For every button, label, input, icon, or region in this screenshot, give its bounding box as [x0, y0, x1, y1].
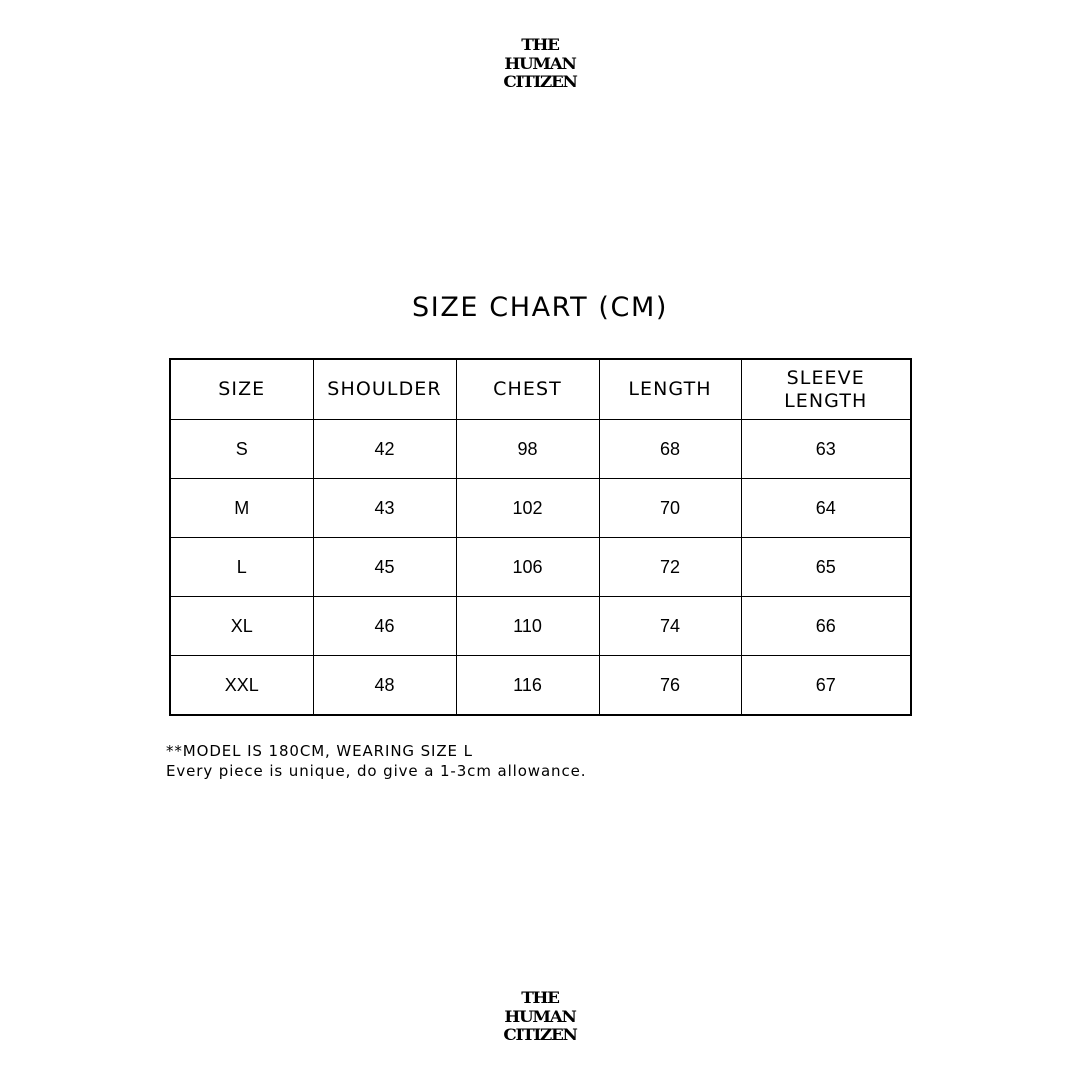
cell-shoulder: 42	[313, 420, 456, 479]
table-row	[170, 597, 911, 656]
model-note: **MODEL IS 180CM, WEARING SIZE L	[166, 742, 473, 760]
cell-sleeve-length: 63	[741, 420, 911, 479]
cell-chest: 98	[456, 420, 599, 479]
cell-length: 72	[599, 538, 741, 597]
cell-sleeve-length: 64	[741, 479, 911, 538]
table-row	[170, 479, 911, 538]
cell-size: S	[170, 420, 313, 479]
cell-length: 68	[599, 420, 741, 479]
cell-sleeve-length: 65	[741, 538, 911, 597]
cell-shoulder: 43	[313, 479, 456, 538]
cell-shoulder: 45	[313, 538, 456, 597]
page-title: SIZE CHART (CM)	[412, 292, 668, 323]
brand-logo-top	[435, 36, 645, 92]
logo-line: THE	[521, 988, 559, 1007]
header-shoulder: SHOULDER	[313, 359, 456, 420]
header-size: SIZE	[170, 359, 313, 420]
logo-line: HUMAN	[504, 53, 576, 73]
brand-logo-bottom	[435, 989, 645, 1045]
cell-size: L	[170, 538, 313, 597]
table-row	[170, 538, 911, 597]
logo-line: CITIZEN	[503, 72, 577, 91]
cell-chest: 102	[456, 479, 599, 538]
cell-length: 76	[599, 656, 741, 716]
size-chart-table	[169, 358, 912, 716]
cell-length: 70	[599, 479, 741, 538]
cell-size: XL	[170, 597, 313, 656]
cell-chest: 116	[456, 656, 599, 716]
size-notes	[166, 741, 586, 781]
allowance-note: Every piece is unique, do give a 1-3cm allowance.	[166, 762, 587, 780]
header-chest: CHEST	[456, 359, 599, 420]
logo-line: CITIZEN	[503, 1025, 577, 1044]
cell-shoulder: 48	[313, 656, 456, 716]
cell-shoulder: 46	[313, 597, 456, 656]
cell-chest: 106	[456, 538, 599, 597]
cell-size: M	[170, 479, 313, 538]
cell-chest: 110	[456, 597, 599, 656]
logo-line: THE	[521, 35, 559, 54]
cell-sleeve-length: 66	[741, 597, 911, 656]
table-row	[170, 656, 911, 716]
header-length: LENGTH	[599, 359, 741, 420]
cell-sleeve-length: 67	[741, 656, 911, 716]
cell-size: XXL	[170, 656, 313, 716]
header-sleeve-length: SLEEVE LENGTH	[741, 359, 911, 420]
table-header-row	[170, 359, 911, 420]
cell-length: 74	[599, 597, 741, 656]
table-row	[170, 420, 911, 479]
logo-line: HUMAN	[504, 1006, 576, 1026]
